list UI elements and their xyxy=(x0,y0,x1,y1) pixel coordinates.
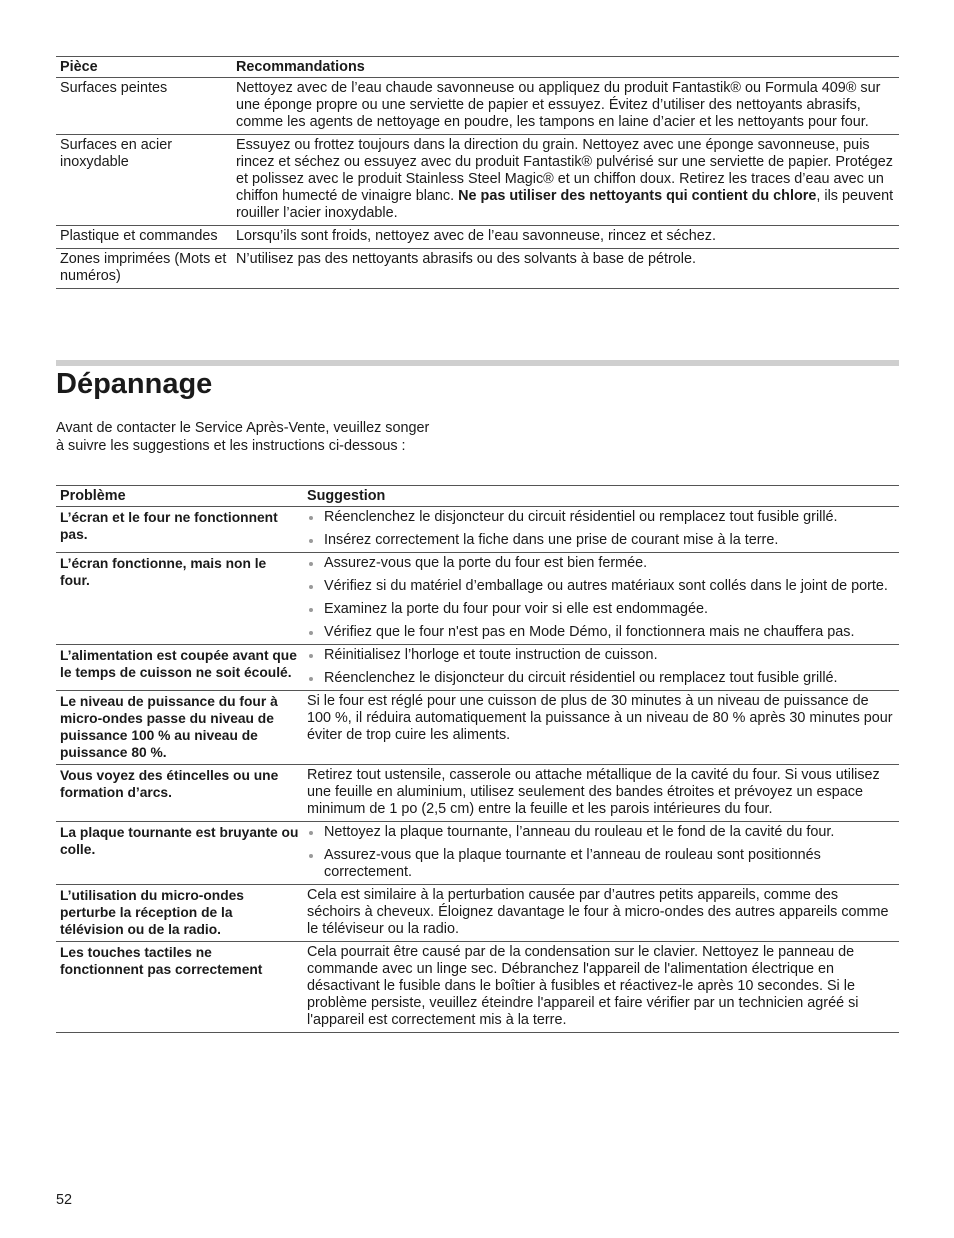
header-probleme: Problème xyxy=(56,486,303,507)
problem-cell: La plaque tournante est bruyante ou colle. xyxy=(56,822,303,885)
reco-text: Lorsqu’ils sont froids, nettoyez avec de l’eau savonneuse, rincez et séchez. xyxy=(236,228,716,244)
reco-cell xyxy=(232,249,899,289)
problem-cell: Vous voyez des étincelles ou une formation d’arcs. xyxy=(56,765,303,822)
problem-cell: Le niveau de puissance du four à micro-ondes passe du niveau de puissance 100 % au niveau de puissance 80 %. xyxy=(56,691,303,765)
header-recommandations: Recommandations xyxy=(232,57,899,78)
piece-cell: Plastique et commandes xyxy=(56,226,232,249)
table-row xyxy=(56,553,899,645)
suggestion-cell: Si le four est réglé pour une cuisson de plus de 30 minutes à un niveau de puissance de 100 %, il réduira automatiquement la puissance à un niveau de 80 % après 30 minutes pour éviter de trop cuire les aliments. xyxy=(303,691,899,765)
list-item: Réenclenchez le disjoncteur du circuit résidentiel ou remplacez tout fusible grillé. xyxy=(307,670,895,687)
list-item: Assurez-vous que la plaque tournante et l’anneau de rouleau sont positionnés correctement. xyxy=(307,847,895,881)
list-item: Vérifiez si du matériel d’emballage ou autres matériaux sont collés dans le joint de porte. xyxy=(307,578,895,595)
suggestion-cell xyxy=(303,645,899,691)
list-item: Vérifiez que le four n'est pas en Mode Démo, il fonctionnera mais ne chauffera pas. xyxy=(307,624,895,641)
reco-text: N’utilisez pas des nettoyants abrasifs ou des solvants à base de pétrole. xyxy=(236,251,696,267)
reco-after: , ils peuvent rouiller l’acier inoxydable. xyxy=(236,188,894,221)
piece-cell: Surfaces en acier inoxydable xyxy=(56,135,232,226)
piece-cell: Surfaces peintes xyxy=(56,78,232,135)
problem-cell: L’écran fonctionne, mais non le four. xyxy=(56,553,303,645)
reco-cell xyxy=(232,135,899,226)
reco-text: Nettoyez avec de l’eau chaude savonneuse ou appliquez du produit Fantastik® ou Formula 409® sur une éponge propre ou une serviette de papier et essuyez. Évitez d’utiliser des nettoyants abrasifs, comme les agents de nettoyage en poudre, les tampons en laine d’acier et les nettoyants pour four. xyxy=(236,80,881,130)
suggestion-list xyxy=(307,509,895,549)
problem-cell: L’utilisation du micro-ondes perturbe la réception de la télévision ou de la radio. xyxy=(56,885,303,942)
suggestion-cell xyxy=(303,822,899,885)
suggestion-cell xyxy=(303,507,899,553)
list-item: Réinitialisez l’horloge et toute instruction de cuisson. xyxy=(307,647,895,664)
suggestion-cell: Retirez tout ustensile, casserole ou attache métallique de la cavité du four. Si vous utilisez une feuille en aluminium, utilisez seulement des bandes étroites et prévoyez un espace minimum de 1 po (2,5 cm) entre la feuille et les parois intérieures du four. xyxy=(303,765,899,822)
table-row xyxy=(56,765,899,822)
table-row xyxy=(56,645,899,691)
reco-bold: Ne pas utiliser des nettoyants qui contient du chlore xyxy=(458,188,817,204)
suggestion-cell: Cela est similaire à la perturbation causée par d’autres petits appareils, comme des séchoirs à cheveux. Éloignez davantage le four à micro-ondes des autres appareils comme le téléviseur ou la radio. xyxy=(303,885,899,942)
table-row xyxy=(56,691,899,765)
table-row xyxy=(56,249,899,289)
suggestion-cell: Cela pourrait être causé par de la condensation sur le clavier. Nettoyez le panneau de commande avec un linge sec. Débranchez l'appareil de l'alimentation électrique en désactivant le fusible dans le boîtier à fusibles et réactivez-le après 10 secondes. Si le problème persiste, veuillez éteindre l'appareil et faire vérifier par un technicien agréé si l'appareil est correctement mis à la terre. xyxy=(303,942,899,1033)
section-intro: Avant de contacter le Service Après-Vente, veuillez songer à suivre les suggestions et les instructions ci-dessous : xyxy=(56,420,430,454)
cleaning-table-header xyxy=(56,57,899,78)
table-row xyxy=(56,822,899,885)
header-suggestion: Suggestion xyxy=(303,486,899,507)
table-row xyxy=(56,942,899,1033)
suggestion-list xyxy=(307,824,895,881)
table-row xyxy=(56,78,899,135)
list-item: Nettoyez la plaque tournante, l’anneau du rouleau et le fond de la cavité du four. xyxy=(307,824,895,841)
list-item: Assurez-vous que la porte du four est bien fermée. xyxy=(307,555,895,572)
suggestion-cell xyxy=(303,553,899,645)
piece-cell: Zones imprimées (Mots et numéros) xyxy=(56,249,232,289)
reco-cell xyxy=(232,78,899,135)
cleaning-table xyxy=(56,56,899,289)
problem-cell: L’alimentation est coupée avant que le temps de cuisson ne soit écoulé. xyxy=(56,645,303,691)
list-item: Réenclenchez le disjoncteur du circuit résidentiel ou remplacez tout fusible grillé. xyxy=(307,509,895,526)
suggestion-list xyxy=(307,647,895,687)
list-item: Insérez correctement la fiche dans une prise de courant mise à la terre. xyxy=(307,532,895,549)
reco-text: Essuyez ou frottez toujours dans la direction du grain. Nettoyez avec une éponge savonneuse, puis rincez et séchez ou essuyez avec du produit Fantastik® pulvérisé sur une serviette de papier. Protégez et polissez avec le produit Stainless Steel Magic® et un chiffon doux. Retirez les traces d’eau avec un chiffon humecté de vinaigre blanc. xyxy=(236,137,893,204)
reco-cell xyxy=(232,226,899,249)
troubleshooting-table xyxy=(56,485,899,1033)
table-row xyxy=(56,507,899,553)
page-number: 52 xyxy=(56,1192,73,1208)
suggestion-list xyxy=(307,555,895,641)
header-piece: Pièce xyxy=(56,57,232,78)
problem-cell: L’écran et le four ne fonctionnent pas. xyxy=(56,507,303,553)
list-item: Examinez la porte du four pour voir si elle est endommagée. xyxy=(307,601,895,618)
table-row xyxy=(56,135,899,226)
table-row xyxy=(56,885,899,942)
problem-cell: Les touches tactiles ne fonctionnent pas correctement xyxy=(56,942,303,1033)
section-title: Dépannage xyxy=(56,368,213,400)
troubleshooting-table-header xyxy=(56,486,899,507)
table-row xyxy=(56,226,899,249)
